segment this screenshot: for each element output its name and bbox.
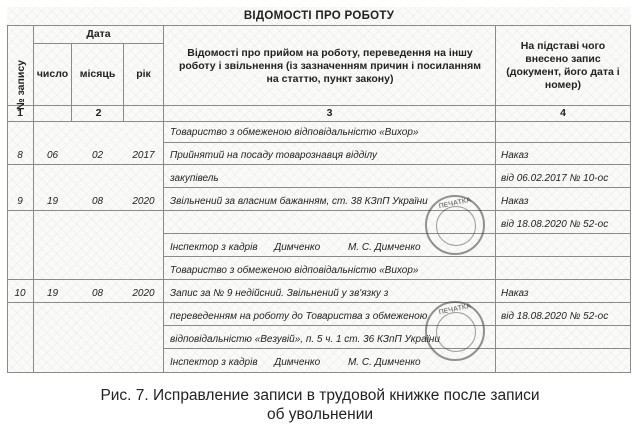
colnum-bottom-border <box>7 121 631 122</box>
row-no: 9 <box>17 196 23 207</box>
seal-label: ПЕЧАТКА <box>438 302 472 317</box>
row-day: 06 <box>46 150 59 161</box>
row-line <box>7 210 631 211</box>
date-header: Дата <box>86 27 111 40</box>
row-line <box>163 187 630 188</box>
row-line <box>7 302 631 303</box>
figure-caption <box>0 386 640 424</box>
page-title: ВІДОМОСТІ ПРО РОБОТУ <box>243 10 395 22</box>
seal-inner-ring <box>436 312 476 352</box>
row-month: 08 <box>91 288 104 299</box>
col-divider <box>163 25 164 373</box>
row-year: 2017 <box>132 150 155 161</box>
row-basis: Наказ <box>501 196 529 207</box>
row-info: переведенням на роботу до Товариства з обмеженою <box>170 311 428 322</box>
record-no-header: № запису <box>15 59 27 111</box>
row-basis: від 18.08.2020 № 52-ос <box>501 311 609 322</box>
row-line <box>7 164 631 165</box>
row-line <box>163 256 630 257</box>
row-day: 19 <box>46 196 59 207</box>
colnum-2: 2 <box>95 107 102 119</box>
col-divider <box>495 25 496 373</box>
row-line <box>163 325 630 326</box>
month-header: місяць <box>79 68 116 80</box>
colnum-1: 1 <box>17 107 23 119</box>
seal-stamp <box>425 195 485 255</box>
row-day: 19 <box>46 288 59 299</box>
caption-line: Рис. 7. Исправление записи в трудовой книжке после записи <box>100 387 540 404</box>
day-header: число <box>36 68 69 80</box>
row-line <box>7 279 631 280</box>
row-line <box>163 233 630 234</box>
row-basis: Наказ <box>501 150 529 161</box>
colnum-3: 3 <box>326 107 333 119</box>
row-line <box>163 142 630 143</box>
table-right-border <box>630 25 631 373</box>
row-info: Звільнений за власним бажанням, ст. 38 КЗпП України <box>170 196 428 207</box>
row-signature: Інспектор з кадрів Димченко М. С. Димченко <box>170 242 421 253</box>
row-year: 2020 <box>132 196 155 207</box>
seal-inner-ring <box>436 206 476 246</box>
row-year: 2020 <box>132 288 155 299</box>
row-line <box>163 348 630 349</box>
caption-line: об увольнении <box>266 406 374 423</box>
row-no: 10 <box>14 288 26 299</box>
basis-header: На підставі чого внесено запис (документ, його дата і номер) <box>506 40 620 91</box>
row-info: Товариство з обмеженою відповідальністю «Вихор» <box>170 127 419 138</box>
row-info: закупівель <box>170 173 219 184</box>
row-info: відповідальністю «Везувій», п. 5 ч. 1 ст. 36 КЗпП України <box>170 334 440 345</box>
row-info: Прийнятий на посаду товарознавця відділу <box>170 150 378 161</box>
colnum-4: 4 <box>560 107 566 119</box>
row-month: 02 <box>91 150 104 161</box>
row-no: 8 <box>17 150 23 161</box>
info-header: Відомості про прийом на роботу, переведення на іншу роботу і звільнення (із зазначенням причин і посиланням на статтю, пункт закону) <box>178 46 482 85</box>
table-bottom-border <box>7 372 631 373</box>
row-signature: Інспектор з кадрів Димченко М. С. Димченко <box>170 357 421 368</box>
seal-stamp <box>425 301 485 361</box>
employment-record-sheet <box>7 7 631 373</box>
records-table <box>7 25 631 373</box>
row-info: Запис за № 9 недійсний. Звільнений у зв'язку з <box>170 288 389 299</box>
row-basis: від 18.08.2020 № 52-ос <box>501 219 609 230</box>
row-basis: Наказ <box>501 288 529 299</box>
row-month: 08 <box>91 196 104 207</box>
year-header: рік <box>136 68 151 80</box>
seal-label: ПЕЧАТКА <box>438 196 472 211</box>
row-basis: від 06.02.2017 № 10-ос <box>501 173 609 184</box>
row-info: Товариство з обмеженою відповідальністю «Вихор» <box>170 265 419 276</box>
